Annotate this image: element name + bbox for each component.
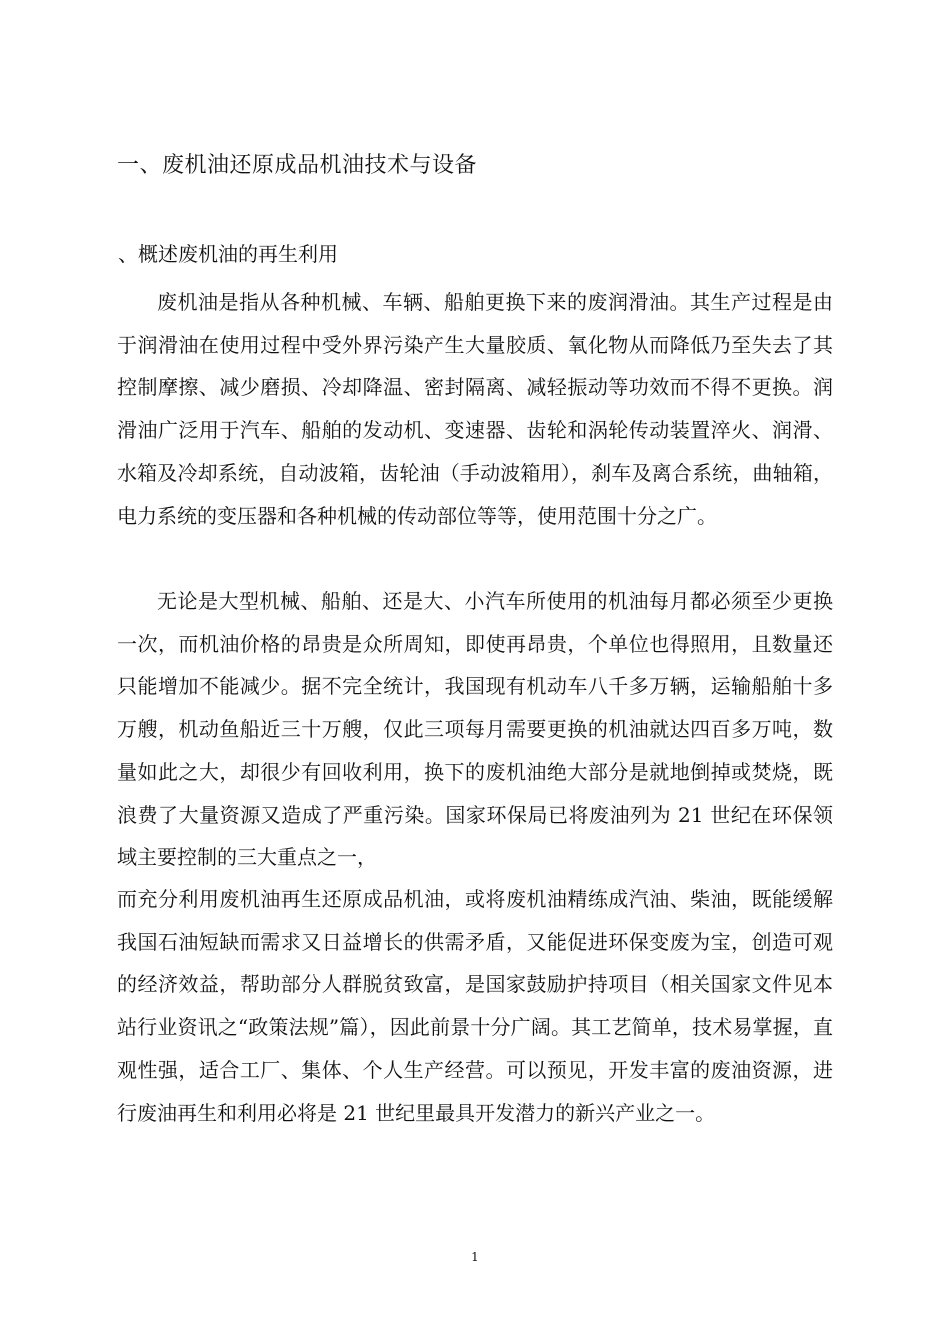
subsection-heading: 、概述废机油的再生利用 [118, 242, 338, 266]
paragraph-2: 无论是大型机械、船舶、还是大、小汽车所使用的机油每月都必须至少更换一次，而机油价格的昂贵是众所周知，即使再昂贵，个单位也得照用，且数量还只能增加不能减少。据不完全统计，我国现有机动车八千多万辆，运输船舶十多万艘，机动鱼船近三十万艘，仅此三项每月需要更换的机油就达四百多万吨，数量如此之大，却很少有回收利用，换下的废机油绝大部分是就地倒掉或焚烧，既浪费了大量资源又造成了严重污染。国家环保局已将废油列为 21 世纪在环保领域主要控制的三大重点之一， [117, 589, 833, 870]
page-number: 1 [471, 1250, 479, 1264]
section-heading: 一、废机油还原成品机油技术与设备 [117, 153, 478, 178]
paragraph-1: 废机油是指从各种机械、车辆、船舶更换下来的废润滑油。其生产过程是由于润滑油在使用过程中受外界污染产生大量胶质、氧化物从而降低乃至失去了其控制摩擦、减少磨损、冷却降温、密封隔离、减轻振动等功效而不得不更换。润滑油广泛用于汽车、船舶的发动机、变速器、齿轮和涡轮传动装置淬火、润滑、水箱及冷却系统，自动波箱，齿轮油（手动波箱用），刹车及离合系统，曲轴箱，电力系统的变压器和各种机械的传动部位等等，使用范围十分之广。 [117, 290, 833, 528]
paragraph-3: 而充分利用废机油再生还原成品机油，或将废机油精练成汽油、柴油，既能缓解我国石油短缺而需求又日益增长的供需矛盾，又能促进环保变废为宝，创造可观的经济效益，帮助部分人群脱贫致富，是国家鼓励护持项目（相关国家文件见本站行业资讯之“政策法规”篇），因此前景十分广阔。其工艺简单，技术易掌握，直观性强，适合工厂、集体、个人生产经营。可以预见，开发丰富的废油资源，进行废油再生和利用必将是 21 世纪里最具开发潜力的新兴产业之一。 [117, 887, 833, 1125]
